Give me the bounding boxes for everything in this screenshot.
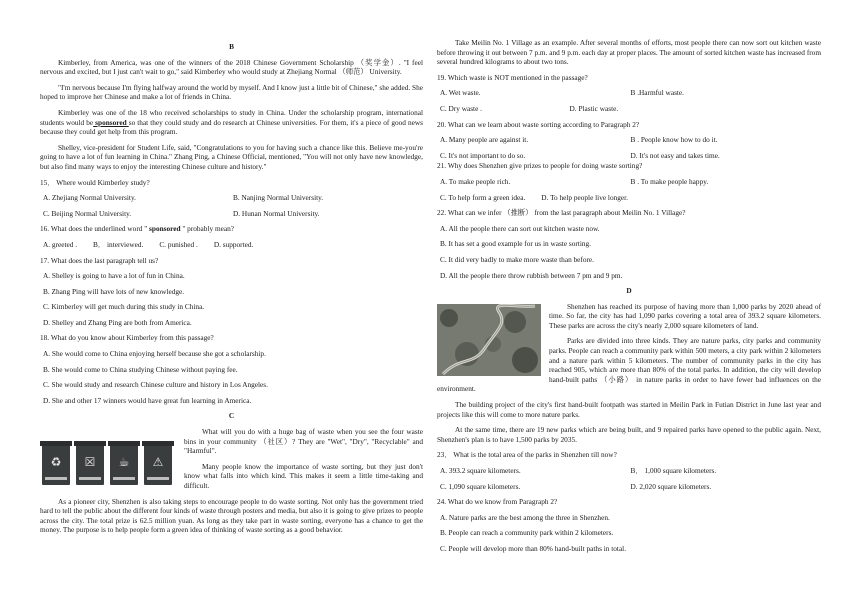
waste-bins-image bbox=[40, 431, 176, 489]
option-18d: D. She and other 17 winners would have great fun learning in America. bbox=[43, 395, 252, 405]
question-16-text-b: " probably mean? bbox=[182, 224, 234, 234]
option-19a: A. Wet waste. bbox=[440, 88, 481, 98]
question-16-word: sponsored bbox=[147, 224, 183, 234]
option-19b: B .Harmful waste. bbox=[630, 88, 684, 98]
section-d-paragraph-2: Parks are divided into three kinds. They are nature parks, city parks and community parks. People can reach a community park within 500 meters, a city park within 2 kilometers and a nature park within 5 kilometers. The number of community parks in the city has reached 905, which are more than 80% of the total parks. In addition, the city will develop hand-built paths （小路） in nature parks in order to have fewer bad influences on the environment. bbox=[437, 336, 821, 394]
option-21d: D. To help people live longer. bbox=[541, 192, 628, 202]
option-24a: A. Nature parks are the best among the three in Shenzhen. bbox=[440, 512, 610, 522]
option-17a: A. Shelley is going to have a lot of fun in China. bbox=[43, 271, 185, 281]
question-21: 21. Why does Shenzhen give prizes to people for doing waste sorting? bbox=[437, 161, 643, 171]
option-18b: B. She would come to China studying Chinese without paying fee. bbox=[43, 364, 238, 374]
question-18: 18. What do you know about Kimberley from this passage? bbox=[40, 333, 214, 343]
question-22: 22. What can we infer （推断） from the last paragraph about Meilin No. 1 Village? bbox=[437, 208, 686, 218]
option-21a: A. To make people rich. bbox=[440, 176, 511, 186]
section-c-paragraph-2: Many people know the importance of waste sorting, but they just don't know what falls into which kind. This makes it seem a little time-taking and difficult. bbox=[184, 461, 423, 490]
section-b-paragraph-3 bbox=[40, 108, 423, 137]
question-19-options-1 bbox=[440, 88, 821, 98]
option-15d: D. Hunan Normal University. bbox=[233, 208, 320, 218]
question-17: 17. What does the last paragraph tell us? bbox=[40, 255, 159, 265]
section-c-paragraph-1: What will you do with a huge bag of waste when you see the four waste bins in your community （社区）? They are "Wet", "Dry", "Recyclable" and "Harmful". bbox=[184, 427, 423, 456]
option-23c: C. 1,090 square kilometers. bbox=[440, 481, 521, 491]
option-20d: D. It's not easy and takes time. bbox=[630, 150, 720, 160]
question-20: 20. What can we learn about waste sorting according to Paragraph 2? bbox=[437, 119, 640, 129]
question-21-options-1 bbox=[440, 177, 821, 187]
option-23b: B． 1,000 square kilometers. bbox=[630, 466, 717, 475]
question-21-options-2 bbox=[440, 193, 821, 203]
option-23a: A. 393.2 square kilometers. bbox=[440, 466, 521, 475]
question-19: 19. Which waste is NOT mentioned in the passage? bbox=[437, 72, 588, 82]
bin-icon: ☒ bbox=[76, 445, 104, 485]
section-d-title: D bbox=[626, 286, 632, 296]
option-22a: A. All the people there can sort out kitchen waste now. bbox=[440, 223, 600, 233]
left-column bbox=[40, 38, 423, 541]
option-19d: D. Plastic waste. bbox=[569, 103, 619, 113]
option-17c: C. Kimberley will get much during this study in China. bbox=[43, 302, 205, 312]
question-20-options-1 bbox=[440, 135, 821, 145]
section-c-title: C bbox=[228, 411, 235, 421]
park-aerial-image bbox=[437, 304, 541, 376]
option-16d: D. supported. bbox=[213, 239, 254, 249]
section-c-paragraph-3: As a pioneer city, Shenzhen is also taking steps to encourage people to do waste sorting. Not only has the government tried hard to tell the public about the different four kinds of waste through posters and media, but also it is going to give prizes to people across the city. The total prize is 62.5 million yuan. As long as they take part in waste sorting, everyone has a chance to get the money. The purpose is to help people form a green idea of thinking of waste sorting as a good behavior. bbox=[40, 496, 423, 535]
option-18a: A. She would come to China enjoying herself because she got a scholarship. bbox=[43, 349, 266, 359]
section-b-paragraph-1: Kimberley, from America, was one of the winners of the 2018 Chinese Government Scholarship （奖学金）. "I feel nervous and excited, but I just can't wait to go," said Kimberley who would study at Zhejiang Normal （师范） University. bbox=[40, 57, 423, 77]
option-17b: B. Zhang Ping will have lots of new knowledge. bbox=[43, 286, 185, 296]
option-21c: C. To help form a green idea. bbox=[440, 192, 526, 202]
bin-icon: ☕ bbox=[110, 445, 138, 485]
option-16c: C. punished . bbox=[159, 239, 198, 249]
option-16a: A. greeted . bbox=[43, 239, 78, 249]
question-16 bbox=[40, 224, 423, 234]
question-20-options-2 bbox=[440, 151, 821, 161]
question-15-options-1 bbox=[43, 193, 423, 203]
option-18c: C. She would study and research Chinese culture and history in Los Angeles. bbox=[43, 380, 268, 390]
question-19-options-2 bbox=[440, 104, 821, 114]
question-15-options-2 bbox=[43, 209, 423, 219]
option-15c: C. Beijing Normal University. bbox=[43, 208, 132, 218]
section-c-paragraph-4: Take Meilin No. 1 Village as an example. After several months of efforts, most people there can now sort out kitchen waste before throwing it out between 7 p.m. and 9 p.m. each day at proper places. The amount of sorted kitchen waste has increased from several hundred kilograms to about two tons. bbox=[437, 38, 821, 67]
option-24c: C. People will develop more than 80% hand-built paths in total. bbox=[440, 543, 627, 553]
section-d-paragraph-3: The building project of the city's first hand-built footpath was started in Meilin Park in Futian District in June last year and projects like this will come to more nature parks. bbox=[437, 400, 821, 419]
section-b-paragraph-4: Shelley, vice-president for Student Life, said, "Congratulations to you for having such a chance like this. Believe me-you're going to have a lot of fun learning in China." Zhang Ping, a Chinese Official, mentioned, "You will not only have new knowledge, but also find many ways to enjoy the interesting Chinese culture and history." bbox=[40, 142, 423, 171]
option-20b: B . People know how to do it. bbox=[630, 135, 718, 145]
question-16-text-a: 16. What does the underlined word " bbox=[40, 224, 148, 234]
question-15: 15． Where would Kimberley study? bbox=[40, 177, 150, 187]
option-17d: D. Shelley and Zhang Ping are both from America. bbox=[43, 317, 192, 327]
option-22b: B. It has set a good example for us in waste sorting. bbox=[440, 239, 591, 249]
question-23-options-2 bbox=[440, 482, 821, 492]
question-23: 23． What is the total area of the parks in Shenzhen till now? bbox=[437, 450, 617, 460]
section-b-title: B bbox=[229, 42, 234, 51]
question-23-options-1 bbox=[440, 466, 821, 476]
right-column bbox=[437, 38, 821, 560]
option-15a: A. Zhejiang Normal University. bbox=[43, 193, 136, 203]
underlined-word-sponsored: sponsored bbox=[93, 117, 129, 127]
paragraph-3-text-a: Kimberley was one of the 18 who received scholarships to study in China. Under the scholarship program, international students would be bbox=[40, 107, 423, 127]
section-d-paragraph-4: At the same time, there are 19 new parks which are being built, and 9 repaired parks have opened to the public again. Next, Shenzhen's plan is to have 1,500 parks by 2035. bbox=[437, 425, 821, 444]
question-24: 24. What do we know from Paragraph 2? bbox=[437, 497, 558, 507]
bin-icon: ⚠ bbox=[144, 445, 172, 485]
option-21b: B . To make people happy. bbox=[630, 176, 709, 186]
option-20c: C. It's not important to do so. bbox=[440, 150, 526, 160]
option-20a: A. Many people are against it. bbox=[440, 135, 529, 145]
option-24b: B. People can reach a community park within 2 kilometers. bbox=[440, 528, 614, 538]
bin-icon: ♻ bbox=[42, 445, 70, 485]
section-d-paragraph-1: Shenzhen has reached its purpose of having more than 1,000 parks by 2020 ahead of time. So far, the city has had 1,090 parks covering a total area of 393.2 square kilometers. These parks are across the city's nearly 2,000 square kilometers of land. bbox=[549, 301, 821, 330]
section-b-paragraph-2: "I'm nervous because I'm flying halfway around the world by myself. And I know just a little bit of Chinese," she added. She hoped to improve her Chinese and make a lot of friends in China. bbox=[40, 82, 423, 102]
paragraph-3-text-b: so that they could study and do research at Chinese universities. For them, it's a piece of good news because they could get help from this program. bbox=[40, 117, 423, 137]
option-22d: D. All the people there throw rubbish between 7 pm and 9 pm. bbox=[440, 270, 623, 280]
question-16-options bbox=[43, 240, 423, 250]
option-19c: C. Dry waste . bbox=[440, 103, 482, 113]
option-22c: C. It did very badly to make more waste than before. bbox=[440, 254, 594, 264]
option-16b: B． interviewed. bbox=[93, 239, 144, 249]
option-15b: B. Nanjing Normal University. bbox=[233, 193, 324, 203]
option-23d: D. 2,020 square kilometers. bbox=[630, 481, 712, 491]
